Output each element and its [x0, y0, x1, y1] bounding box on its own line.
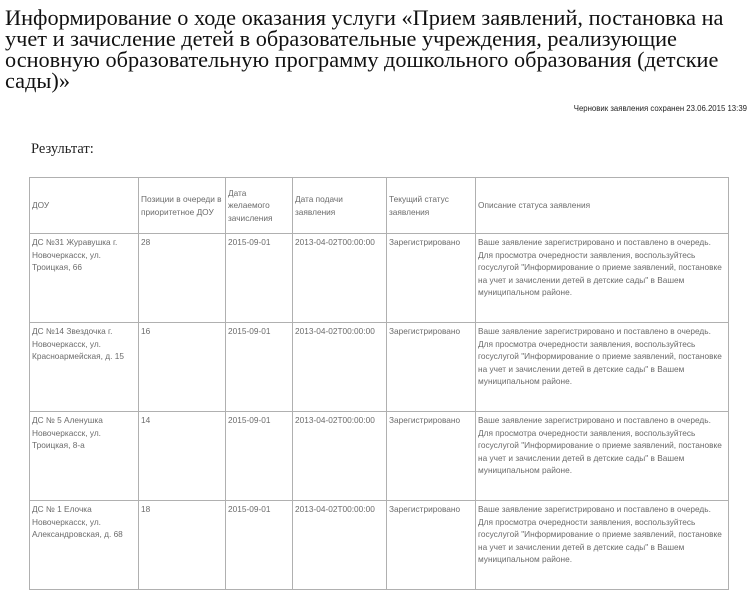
cell-status-description: Ваше заявление зарегистрировано и поставлено в очередь. Для просмотра очередности заявления, воспользуйтесь госуслугой "Информирование о приеме заявлений, постановке на учет и зачислении детей в детские сады" в Вашем муниципальном районе. [476, 501, 729, 590]
cell-desired-date: 2015-09-01 [226, 323, 293, 412]
results-table [29, 177, 729, 590]
cell-queue-position: 28 [139, 234, 226, 323]
cell-status-description: Ваше заявление зарегистрировано и поставлено в очередь. Для просмотра очередности заявления, воспользуйтесь госуслугой "Информирование о приеме заявлений, постановке на учет и зачислении детей в детские сады" в Вашем муниципальном районе. [476, 412, 729, 501]
cell-status: Зарегистрировано [387, 234, 476, 323]
header-status: Текущий статус заявления [387, 178, 476, 234]
table-row [30, 412, 729, 501]
cell-submit-date: 2013-04-02T00:00:00 [293, 323, 387, 412]
cell-desired-date: 2015-09-01 [226, 234, 293, 323]
result-label: Результат: [31, 141, 94, 157]
cell-dou: ДС №14 Звездочка г. Новочеркасск, ул. Красноармейская, д. 15 [30, 323, 139, 412]
draft-saved-status: Черновик заявления сохранен 23.06.2015 13:39 [573, 104, 747, 113]
cell-status: Зарегистрировано [387, 501, 476, 590]
header-dou: ДОУ [30, 178, 139, 234]
header-desired-date: Дата желаемого зачисления [226, 178, 293, 234]
cell-submit-date: 2013-04-02T00:00:00 [293, 412, 387, 501]
cell-queue-position: 14 [139, 412, 226, 501]
table-row [30, 323, 729, 412]
header-queue-position: Позиции в очереди в приоритетное ДОУ [139, 178, 226, 234]
table-row [30, 234, 729, 323]
cell-desired-date: 2015-09-01 [226, 501, 293, 590]
cell-queue-position: 16 [139, 323, 226, 412]
header-status-description: Описание статуса заявления [476, 178, 729, 234]
cell-status-description: Ваше заявление зарегистрировано и поставлено в очередь. Для просмотра очередности заявления, воспользуйтесь госуслугой "Информирование о приеме заявлений, постановке на учет и зачислении детей в детские сады" в Вашем муниципальном районе. [476, 323, 729, 412]
cell-submit-date: 2013-04-02T00:00:00 [293, 234, 387, 323]
header-submit-date: Дата подачи заявления [293, 178, 387, 234]
cell-dou: ДС № 5 Аленушка Новочеркасск, ул. Троицкая, 8-а [30, 412, 139, 501]
cell-status: Зарегистрировано [387, 412, 476, 501]
table-header-row [30, 178, 729, 234]
cell-status: Зарегистрировано [387, 323, 476, 412]
page-title: Информирование о ходе оказания услуги «Прием заявлений, постановка на учет и зачисление детей в образовательные учреждения, реализующие основную образовательную программу дошкольного образования (детские сады)» [5, 5, 724, 93]
table-row [30, 501, 729, 590]
cell-status-description: Ваше заявление зарегистрировано и поставлено в очередь. Для просмотра очередности заявления, воспользуйтесь госуслугой "Информирование о приеме заявлений, постановке на учет и зачислении детей в детские сады" в Вашем муниципальном районе. [476, 234, 729, 323]
cell-dou: ДС № 1 Елочка Новочеркасск, ул. Александровская, д. 68 [30, 501, 139, 590]
cell-desired-date: 2015-09-01 [226, 412, 293, 501]
cell-dou: ДС №31 Журавушка г. Новочеркасск, ул. Троицкая, 66 [30, 234, 139, 323]
cell-queue-position: 18 [139, 501, 226, 590]
cell-submit-date: 2013-04-02T00:00:00 [293, 501, 387, 590]
